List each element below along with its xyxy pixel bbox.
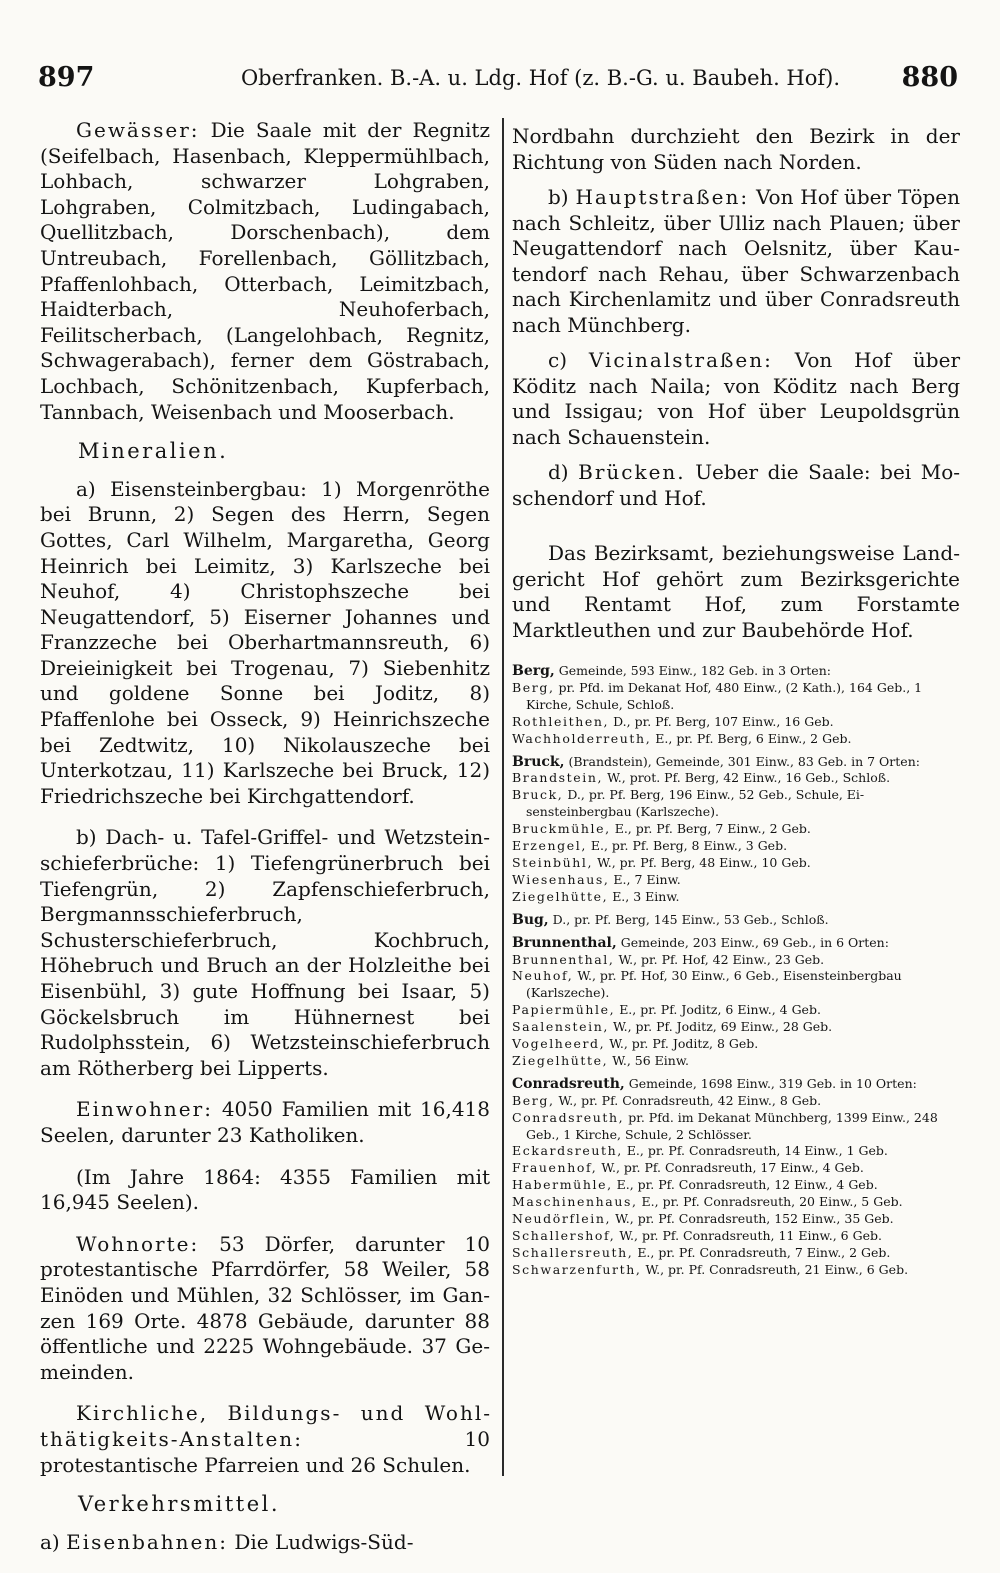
kirchliche-text: 10 protestantische Pfarreien und 26 Schulen. — [40, 1426, 490, 1477]
place-entry — [512, 1093, 960, 1110]
place-entry — [512, 1228, 960, 1245]
place-entry — [512, 952, 960, 969]
einwohner-paragraph — [40, 1097, 490, 1148]
eisenbahnen-heading: Eisenbahnen: — [66, 1529, 229, 1554]
bruecken-heading: Brücken. — [578, 460, 686, 484]
place-entry — [512, 821, 960, 838]
place-name: Wachholderreuth, — [512, 730, 652, 746]
place-name: Bruckmühle, — [512, 821, 611, 837]
place-entry — [512, 838, 960, 855]
place-info: W., pr. Pf. Conradsreuth, 152 Einw., 35 Geb. — [615, 1211, 894, 1227]
place-entry — [512, 1110, 960, 1144]
place-entry — [512, 872, 960, 889]
place-entry — [512, 770, 960, 787]
municipality-entry — [512, 754, 960, 771]
place-name: Papiermühle, — [512, 1002, 616, 1018]
bezirksamt-paragraph: Das Bezirksamt, beziehungsweise Landgericht Hof gehört zum Bezirksgerichte und Rentamt Hof, zum Forstamte Marktleuthen und zur Baubehörde Hof. — [512, 541, 960, 642]
place-entry — [512, 1177, 960, 1194]
place-entry — [512, 714, 960, 731]
bruecken-label: d) — [548, 460, 569, 484]
place-name: Conradsreuth, — [512, 1109, 625, 1125]
municipality-name: Berg, — [512, 663, 555, 679]
place-entry — [512, 1262, 960, 1279]
place-name: Vogelheerd, — [512, 1036, 606, 1052]
place-info: E., pr. Pf. Conradsreuth, 20 Einw., 5 Geb. — [641, 1194, 903, 1210]
kirchliche-heading: Kirchliche, Bildungs- und Wohlthätigkeits-Anstalten: — [40, 1401, 490, 1451]
place-info: W., pr. Pf. Conradsreuth, 11 Einw., 6 Geb. — [619, 1228, 882, 1243]
municipality-name: Conradsreuth, — [512, 1075, 625, 1092]
place-info: W., prot. Pf. Berg, 42 Einw., 16 Geb., Schloß. — [607, 770, 891, 786]
place-entry — [512, 855, 960, 872]
municipality-info: Gemeinde, 203 Einw., 69 Geb., in 6 Orten: — [620, 934, 889, 950]
eisenbahnen-text: Die Ludwigs-Süd- — [234, 1529, 414, 1554]
municipality-name: Bug, — [512, 911, 549, 928]
place-info: W., 56 Einw. — [612, 1052, 690, 1068]
place-entry — [512, 680, 960, 714]
place-info: W., pr. Pf. Joditz, 8 Geb. — [609, 1036, 759, 1052]
place-info: W., pr. Pf. Conradsreuth, 42 Einw., 8 Geb. — [558, 1092, 822, 1108]
place-entry — [512, 1245, 960, 1262]
wohnorte-paragraph — [40, 1232, 490, 1386]
place-name: Schallersreuth, — [512, 1244, 634, 1260]
vicinalstrassen-heading: Vicinalstraßen: — [588, 348, 773, 372]
place-name: Berg, — [512, 1092, 555, 1108]
place-name: Eckardsreuth, — [512, 1143, 623, 1159]
place-info: W., pr. Pf. Hof, 42 Einw., 23 Geb. — [618, 951, 825, 967]
einwohner-heading: Einwohner: — [76, 1097, 213, 1122]
place-entry — [512, 1002, 960, 1019]
hauptstrassen-paragraph — [512, 185, 960, 338]
place-info: W., pr. Pf. Joditz, 69 Einw., 28 Geb. — [612, 1019, 833, 1035]
verkehrsmittel-heading: Verkehrsmittel. — [78, 1492, 281, 1517]
place-info: E., pr. Pf. Conradsreuth, 14 Einw., 1 Geb. — [626, 1143, 888, 1159]
bruecken-paragraph — [512, 460, 960, 511]
place-name: Schwarzenfurth, — [512, 1261, 642, 1277]
jahr-1864-paragraph: (Im Jahre 1864: 4355 Familien mit 16,945 Seelen). — [40, 1164, 490, 1215]
municipality-info: Gemeinde, 1698 Einw., 319 Geb. in 10 Orten: — [628, 1075, 917, 1091]
place-info: W., pr. Pf. Berg, 48 Einw., 10 Geb. — [597, 854, 811, 870]
place-name: Erzengel, — [512, 838, 587, 854]
place-entry — [512, 889, 960, 906]
place-name: Brunnenthal, — [512, 951, 615, 967]
place-info: pr. Pfd. im Dekanat Hof, 480 Einw., (2 Kath.), 164 Geb., 1 Kirche, Schule, Schloß. — [526, 679, 923, 712]
place-name: Habermühle, — [512, 1177, 613, 1193]
place-entry — [512, 968, 960, 1002]
place-name: Ziegelhütte, — [512, 1052, 609, 1068]
left-column — [40, 118, 490, 1555]
place-name: Bruck, — [512, 787, 564, 803]
right-column — [512, 124, 960, 1279]
place-entry — [512, 1211, 960, 1228]
municipality-entry — [512, 935, 960, 952]
place-info: W., pr. Pf. Hof, 30 Einw., 6 Geb., Eisensteinbergbau (Karlszeche). — [526, 968, 902, 1001]
place-entry — [512, 1143, 960, 1160]
place-entry — [512, 1036, 960, 1053]
place-name: Neudörflein, — [512, 1211, 612, 1227]
wohnorte-heading: Wohnorte: — [76, 1231, 200, 1256]
place-info: D., pr. Pf. Berg, 107 Einw., 16 Geb. — [613, 713, 834, 729]
place-entry — [512, 731, 960, 748]
mineralien-heading: Mineralien. — [78, 439, 229, 464]
place-info: E., pr. Pf. Conradsreuth, 7 Einw., 2 Geb. — [637, 1244, 891, 1260]
kirchliche-paragraph — [40, 1401, 490, 1478]
place-name: Schallershof, — [512, 1228, 616, 1243]
wohnorte-text: 53 Dörfer, darunter 10 protestantische Pfarrdörfer, 58 Weiler, 58 Einöden und Mühlen, 32 Schlösser, im Ganzen 169 Orte. 4878 Gebäude, darunter 88 öffentliche und 2225 Wohngebäude. 37 Gemeinden. — [40, 1231, 490, 1384]
place-info: E., pr. Pf. Joditz, 6 Einw., 4 Geb. — [619, 1002, 821, 1018]
hauptstrassen-label: b) — [548, 185, 569, 209]
place-info: E., pr. Pf. Berg, 7 Einw., 2 Geb. — [614, 821, 811, 837]
place-entry — [512, 1160, 960, 1177]
place-info: E., 7 Einw. — [613, 871, 681, 887]
place-info: W., pr. Pf. Conradsreuth, 21 Einw., 6 Geb. — [645, 1261, 909, 1277]
place-name: Maschinenhaus, — [512, 1194, 638, 1210]
place-entry — [512, 1194, 960, 1211]
place-info: E., 3 Einw. — [612, 888, 680, 904]
einwohner-text: 4050 Familien mit 16,418 Seelen, darunter 23 Katholiken. — [40, 1097, 490, 1147]
gewaesser-heading: Gewässer: — [76, 118, 200, 142]
place-name: Frauenhof, — [512, 1160, 598, 1176]
municipality-info: Gemeinde, 593 Einw., 182 Geb. in 3 Orten: — [558, 663, 831, 678]
running-head-title: Oberfranken. B.-A. u. Ldg. Hof (z. B.-G. u. Baubeh. Hof). — [240, 66, 841, 90]
eisenstein-paragraph: a) Eisensteinbergbau: 1) Morgenröthe bei Brunn, 2) Segen des Herrn, Segen Gottes, Carl Wilhelm, Margaretha, Georg Heinrich bei Leimitz, 3) Karlszeche bei Neuhof, 4) Christophszeche bei Neugattendorf, 5) Eiserner Johannes und Franzzeche bei Oberhartmannsreuth, 6) Dreieinigkeit bei Trogenau, 7) Siebenhitz und goldene Sonne bei Joditz, 8) Pfaffenlohe bei Osseck, 9) Heinrichszeche bei Zedtwitz, 10) Nikolauszeche bei Unterkotzau, 11) Karlszeche bei Bruck, 12) Friedrichszeche bei Kirchgattendorf. — [40, 476, 490, 808]
running-header — [38, 62, 958, 102]
place-info: W., pr. Pf. Conradsreuth, 17 Einw., 4 Geb. — [601, 1160, 864, 1176]
municipality-entry — [512, 912, 960, 929]
place-name: Steinbühl, — [512, 854, 594, 870]
gazetteer-list — [512, 663, 960, 1279]
eisenbahnen-continued: Nordbahn durchzieht den Bezirk in der Richtung von Süden nach Norden. — [512, 124, 960, 174]
place-name: Neuhof, — [512, 968, 574, 984]
place-name: Ziegelhütte, — [512, 888, 609, 904]
hauptstrassen-text: Von Hof über Töpen nach Schleitz, über Ulliz nach Plauen; über Neugattendorf nach Oelsnitz, über Kautendorf nach Rehau, über Schwarzenbach nach Kirchenlamitz und über Conradsreuth nach Münchberg. — [512, 185, 961, 337]
vicinalstrassen-label: c) — [548, 348, 568, 372]
place-info: E., pr. Pf. Berg, 8 Einw., 3 Geb. — [590, 838, 788, 854]
place-name: Brandstein, — [512, 770, 604, 786]
place-info: E., pr. Pf. Conradsreuth, 12 Einw., 4 Geb. — [616, 1177, 878, 1193]
municipality-entry — [512, 663, 960, 680]
place-entry — [512, 787, 960, 821]
municipality-name: Bruck, — [512, 753, 565, 770]
column-divider — [502, 118, 504, 1476]
place-name: Berg, — [512, 679, 555, 695]
vicinalstrassen-paragraph — [512, 348, 960, 450]
place-name: Rothleithen, — [512, 713, 610, 729]
gewaesser-text: Die Saale mit der Regnitz (Seifelbach, Hasenbach, Kleppermühlbach, Lohbach, schwarzer Lohgraben, Lohgraben, Colmitzbach, Ludingabach, Quellitzbach, Dorschenbach), dem Untreubach, Forellenbach, Göllitzbach, Pfaffenlohbach, Otterbach, Leimitzbach, Haidterbach, Neuhoferbach, Feilitscherbach, (Langelohbach, Regnitz, Schwagerabach), ferner dem Göstrabach, Lochbach, Schönitzenbach, Kupferbach, Tannbach, Weisenbach und Mooserbach. — [40, 118, 491, 424]
municipality-info: D., pr. Pf. Berg, 145 Einw., 53 Geb., Schloß. — [552, 911, 829, 927]
municipality-entry — [512, 1076, 960, 1093]
vicinalstrassen-text: Von Hof über Köditz nach Naila; von Köditz nach Berg und Issigau; von Hof über Leupoldsgrün nach Schauenstein. — [512, 348, 961, 449]
place-entry — [512, 1019, 960, 1036]
place-info: E., pr. Pf. Berg, 6 Einw., 2 Geb. — [655, 730, 852, 746]
eisenbahnen-paragraph — [40, 1530, 490, 1556]
bruecken-text: Ueber die Saale: bei Moschendorf und Hof. — [512, 460, 960, 510]
place-entry — [512, 1053, 960, 1070]
place-name: Wiesenhaus, — [512, 871, 610, 887]
eisenbahnen-label: a) — [40, 1529, 60, 1554]
schiefer-paragraph: b) Dach- u. Tafel-Griffel- und Wetzsteinschieferbrüche: 1) Tiefengrünerbruch bei Tiefengrün, 2) Zapfenschieferbruch, Bergmannsschieferbruch, Schusterschieferbruch, Kochbruch, Höhebruch und Bruch an der Holzleithe bei Eisenbühl, 3) gute Hoffnung bei Isaar, 5) Göckelsbruch im Hühnernest bei Rudolphsstein, 6) Wetzsteinschieferbruch am Rötherberg bei Lipperts. — [40, 825, 490, 1080]
municipality-name: Brunnenthal, — [512, 934, 617, 951]
place-info: pr. Pfd. im Dekanat Münchberg, 1399 Einw., 248 Geb., 1 Kirche, Schule, 2 Schlösser. — [526, 1109, 938, 1142]
page-number-right: 880 — [901, 62, 958, 93]
place-info: D., pr. Pf. Berg, 196 Einw., 52 Geb., Schule, Eisensteinbergbau (Karlszeche). — [526, 787, 865, 820]
hauptstrassen-heading: Hauptstraßen: — [575, 185, 750, 209]
gewaesser-paragraph — [40, 118, 490, 425]
municipality-info: (Brandstein), Gemeinde, 301 Einw., 83 Geb. in 7 Orten: — [568, 753, 920, 769]
page-number-left: 897 — [38, 62, 95, 93]
place-name: Saalenstein, — [512, 1019, 609, 1035]
